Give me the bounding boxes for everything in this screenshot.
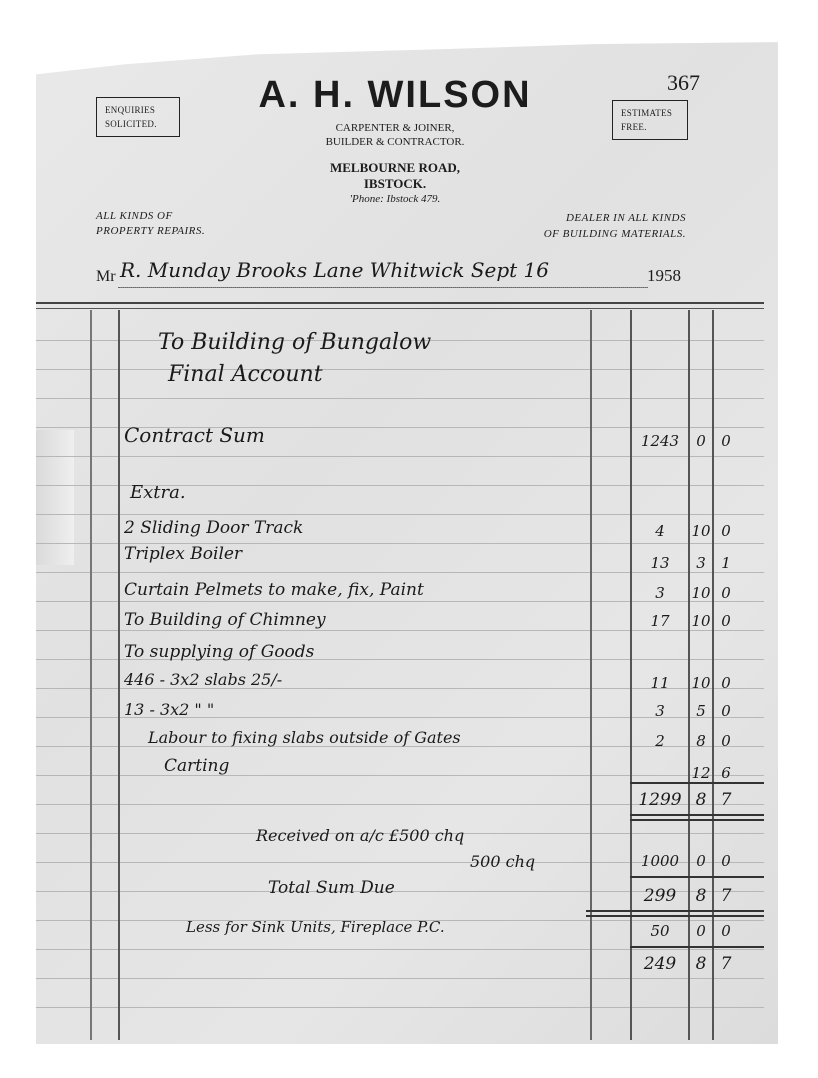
line-shillings: 0 <box>696 432 706 450</box>
total-rule <box>630 814 764 816</box>
estimates-box: ESTIMATES FREE. <box>612 100 688 140</box>
extras-heading: Extra. <box>130 482 186 503</box>
balance-shillings: 8 <box>695 886 707 906</box>
subtotal-rule <box>630 782 764 784</box>
balance-note: Total Sum Due <box>268 878 395 898</box>
balance-pounds: 299 <box>643 886 677 906</box>
received-rule <box>630 876 764 878</box>
trade-line-1: CARPENTER & JOINER, <box>335 122 455 134</box>
line-desc: Curtain Pelmets to make, fix, Paint <box>124 580 424 600</box>
line-pounds: 2 <box>655 732 665 750</box>
address-line-2: IBSTOCK. <box>363 176 427 191</box>
ledger-rule <box>36 456 764 457</box>
firm-name: A. H. WILSON <box>258 74 532 116</box>
line-desc: 446 - 3x2 slabs 25/- <box>124 670 283 689</box>
left-tagline-1: ALL KINDS OF <box>96 210 173 222</box>
ledger-rule <box>36 369 764 370</box>
total-double-rule <box>630 819 764 821</box>
line-pence: 0 <box>721 522 731 540</box>
top-rule-2 <box>36 308 764 309</box>
date-column-line <box>118 310 120 1040</box>
final-pounds: 249 <box>643 954 677 974</box>
line-shillings: 8 <box>696 732 706 750</box>
line-pence: 0 <box>721 432 731 450</box>
line-desc: To Building of Chimney <box>124 610 326 630</box>
line-pounds: 17 <box>650 612 670 630</box>
line-pence: 0 <box>721 674 731 692</box>
line-pence: 6 <box>721 764 731 782</box>
final-pence: 7 <box>720 954 732 974</box>
top-rule <box>36 302 764 304</box>
less-shillings: 0 <box>696 922 706 940</box>
line-shillings: 10 <box>691 674 711 692</box>
line-pounds: 3 <box>655 702 665 720</box>
line-pence: 0 <box>721 584 731 602</box>
line-desc: Triplex Boiler <box>124 544 243 564</box>
addressee-rule <box>118 287 648 288</box>
trade-line-2: BUILDER & CONTRACTOR. <box>325 136 465 148</box>
right-tagline-2: OF BUILDING MATERIALS. <box>543 228 686 240</box>
less-rule <box>630 946 764 948</box>
line-shillings: 12 <box>691 764 711 782</box>
received-note: Received on a/c £500 chq <box>256 826 465 845</box>
balance-rule <box>586 910 764 912</box>
line-shillings: 3 <box>696 554 706 572</box>
line-desc: Contract Sum <box>124 423 265 447</box>
ledger-rule <box>36 775 764 776</box>
line-desc: Labour to fixing slabs outside of Gates <box>148 728 461 747</box>
ledger-rule <box>36 978 764 979</box>
invoice-number: 367 <box>667 70 700 95</box>
less-pounds: 50 <box>650 922 670 940</box>
line-desc: 2 Sliding Door Track <box>124 518 304 538</box>
less-note: Less for Sink Units, Fireplace P.C. <box>186 918 445 936</box>
received-note-2: 500 chq <box>470 852 536 871</box>
line-shillings: 10 <box>691 522 711 540</box>
balance-double-rule <box>586 915 764 917</box>
ledger-rule <box>36 514 764 515</box>
line-shillings: 5 <box>696 702 706 720</box>
line-pence: 0 <box>721 702 731 720</box>
line-pounds: 3 <box>655 584 665 602</box>
line-desc: 13 - 3x2 " " <box>124 700 215 719</box>
final-shillings: 8 <box>695 954 707 974</box>
addressee-year: 1958 <box>647 266 681 285</box>
address-line-1: MELBOURNE ROAD, <box>329 160 460 175</box>
left-tagline-2: PROPERTY REPAIRS. <box>96 225 206 237</box>
ledger-rule <box>36 572 764 573</box>
ledger-rule <box>36 630 764 631</box>
line-desc: Carting <box>164 756 230 776</box>
total-pence: 7 <box>720 790 732 810</box>
phone-line: 'Phone: Ibstock 479. <box>349 193 441 205</box>
total-shillings: 8 <box>695 790 707 810</box>
received-pence: 0 <box>721 852 731 870</box>
enquiries-box: ENQUIRIES SOLICITED. <box>96 97 180 137</box>
line-pounds: 4 <box>655 522 665 540</box>
ledger-rule <box>36 398 764 399</box>
less-pence: 0 <box>721 922 731 940</box>
right-tagline-1: DEALER IN ALL KINDS <box>565 212 686 224</box>
line-pence: 1 <box>721 554 731 572</box>
line-pounds: 13 <box>650 554 670 572</box>
line-shillings: 10 <box>691 584 711 602</box>
left-margin-line <box>90 310 92 1040</box>
line-pounds: 11 <box>650 674 670 692</box>
line-shillings: 10 <box>691 612 711 630</box>
received-shillings: 0 <box>696 852 706 870</box>
paper-tab <box>36 430 74 565</box>
addressee-name: R. Munday Brooks Lane Whitwick Sept 16 <box>120 258 550 282</box>
job-heading: To Building of Bungalow <box>158 330 432 355</box>
line-desc: To supplying of Goods <box>124 642 315 662</box>
ledger-rule <box>36 1007 764 1008</box>
balance-pence: 7 <box>720 886 732 906</box>
account-heading: Final Account <box>168 362 323 387</box>
line-pence: 0 <box>721 732 731 750</box>
ledger-rule <box>36 949 764 950</box>
addressee-prefix: Mr <box>96 268 116 285</box>
received-pounds: 1000 <box>640 852 680 870</box>
line-pounds: 1243 <box>640 432 680 450</box>
total-pounds: 1299 <box>638 790 682 810</box>
line-pence: 0 <box>721 612 731 630</box>
folio-column-line <box>590 310 592 1040</box>
